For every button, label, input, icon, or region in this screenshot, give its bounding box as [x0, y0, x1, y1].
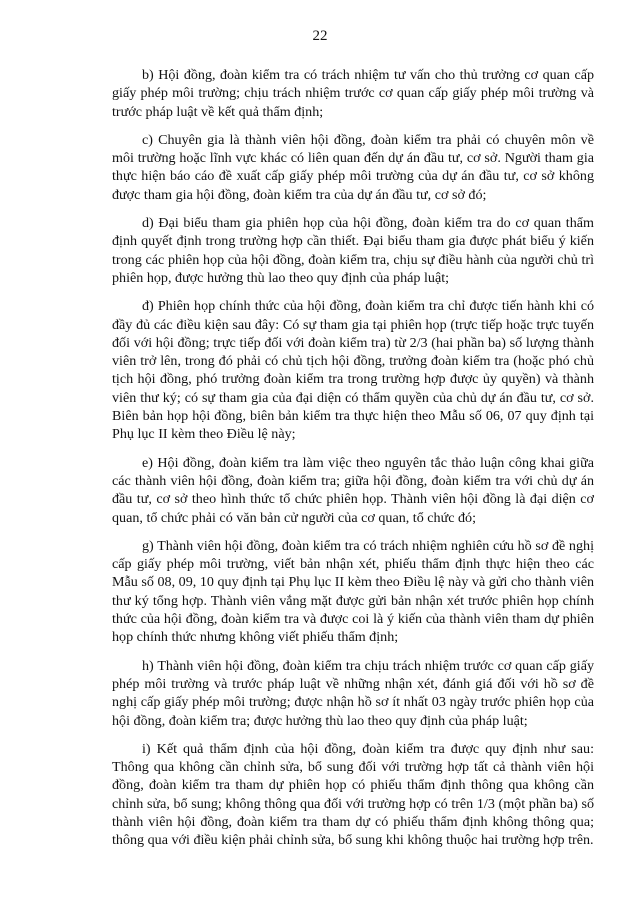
paragraph-h: h) Thành viên hội đồng, đoàn kiểm tra chịu trách nhiệm trước cơ quan cấp giấy phép môi trường và trước pháp luật về những nhận xét, đánh giá đối với hồ sơ đề nghị cấp giấy phép môi trường; được nhận hồ sơ ít nhất 03 ngày trước phiên họp của hội đồng, đoàn kiểm tra; được hưởng thù lao theo quy định của pháp luật;	[112, 657, 594, 729]
paragraph-i: i) Kết quả thẩm định của hội đồng, đoàn kiểm tra được quy định như sau: Thông qua không cần chỉnh sửa, bổ sung đối với trường hợp tất cả thành viên hội đồng, đoàn kiểm tra tham dự phiên họp có phiếu thẩm định thông qua không cần chỉnh sửa, bổ sung; không thông qua đối với trường hợp có trên 1/3 (một phần ba) số thành viên hội đồng, đoàn kiểm tra tham dự có phiếu thẩm định không thông qua; thông qua với điều kiện phải chỉnh sửa, bổ sung khi không thuộc hai trường hợp trên.	[112, 740, 594, 849]
paragraph-d: d) Đại biểu tham gia phiên họp của hội đồng, đoàn kiểm tra do cơ quan thẩm định quyết định trong trường hợp cần thiết. Đại biểu tham gia được phát biểu ý kiến trong các phiên họp của hội đồng, đoàn kiểm tra, chịu sự điều hành của người chủ trì phiên họp, được hưởng thù lao theo quy định của pháp luật;	[112, 215, 594, 286]
paragraph-dd: đ) Phiên họp chính thức của hội đồng, đoàn kiểm tra chỉ được tiến hành khi có đầy đủ các điều kiện sau đây: Có sự tham gia tại phiên họp (trực tiếp hoặc trực tuyến đối với hội đồng; trực tiếp đối với đoàn kiểm tra) từ 2/3 (hai phần ba) số lượng thành viên trở lên, trong đó phải có chủ tịch hội đồng, trưởng đoàn kiểm tra (hoặc phó chủ tịch hội đồng, phó trưởng đoàn kiểm tra trong trường hợp được ủy quyền) và thành viên thư ký; có sự tham gia của đại diện có thẩm quyền của chủ dự án đầu tư, cơ sở. Biên bản họp hội đồng, biên bản kiểm tra thực hiện theo Mẫu số 06, 07 quy định tại Phụ lục II kèm theo Điều lệ này;	[112, 298, 594, 443]
paragraph-b: b) Hội đồng, đoàn kiểm tra có trách nhiệm tư vấn cho thủ trưởng cơ quan cấp giấy phép môi trường; chịu trách nhiệm trước cơ quan cấp giấy phép môi trường và trước pháp luật về kết quả thẩm định;	[112, 67, 594, 120]
paragraph-e: e) Hội đồng, đoàn kiểm tra làm việc theo nguyên tắc thảo luận công khai giữa các thành viên hội đồng, đoàn kiểm tra; giữa hội đồng, đoàn kiểm tra với chủ dự án đầu tư, cơ sở theo hình thức tổ chức phiên họp. Thành viên hội đồng là đại diện cơ quan, tổ chức phải có văn bản cử người của cơ quan, tổ chức đó;	[112, 454, 594, 526]
page-number: 22	[312, 28, 328, 44]
paragraph-g: g) Thành viên hội đồng, đoàn kiểm tra có trách nhiệm nghiên cứu hồ sơ đề nghị cấp giấy phép môi trường, viết bản nhận xét, phiếu thẩm định thực hiện theo các Mẫu số 08, 09, 10 quy định tại Phụ lục II kèm theo Điều lệ này và gửi cho thành viên thư ký tổng hợp. Thành viên vắng mặt được gửi bản nhận xét trước phiên họp chính thức của hội đồng, đoàn kiểm tra và được coi là ý kiến của thành viên tham dự phiên họp chính thức nhưng không viết phiếu thẩm định;	[112, 537, 594, 646]
document-body	[112, 66, 594, 860]
paragraph-c: c) Chuyên gia là thành viên hội đồng, đoàn kiểm tra phải có chuyên môn về môi trường hoặc lĩnh vực khác có liên quan đến dự án đầu tư, cơ sở. Người tham gia thực hiện báo cáo đề xuất cấp giấy phép môi trường của dự án đầu tư, cơ sở không được tham gia hội đồng, đoàn kiểm tra của dự án đầu tư, cơ sở đó;	[112, 131, 594, 203]
